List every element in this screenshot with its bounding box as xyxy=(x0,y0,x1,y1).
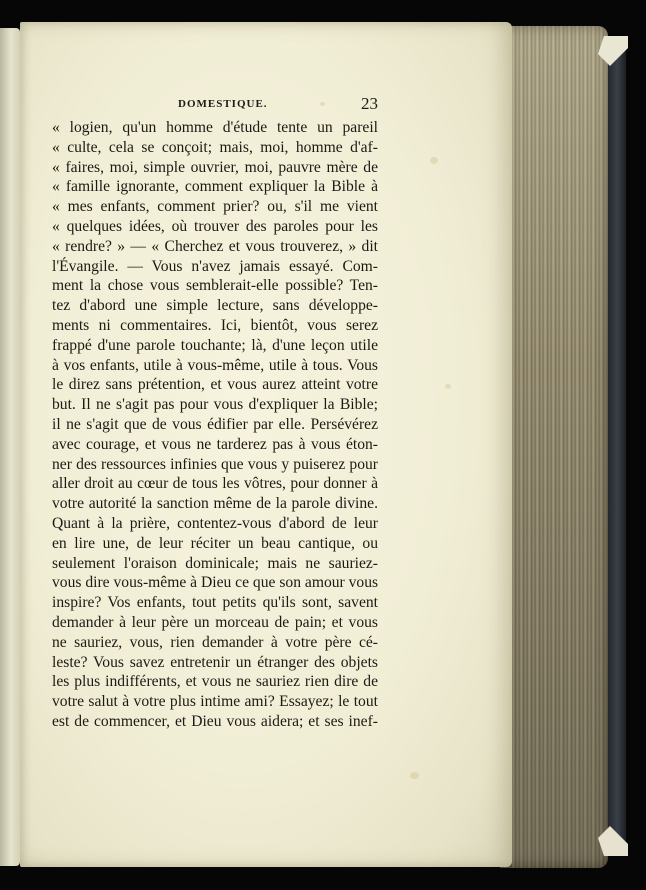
page-block-edges xyxy=(500,26,608,868)
text-line: « rendre? » — « Cherchez et vous trouverez, » dit xyxy=(52,237,378,255)
text-line: il ne s'agit que de vous édifier par elle. Persévérez xyxy=(52,415,378,433)
text-line: en lire une, de leur réciter un beau cantique, ou xyxy=(52,534,378,552)
text-line: « mes enfants, comment prier? ou, s'il me vient xyxy=(52,198,378,216)
text-line: « culte, cela se conçoit; mais, moi, homme d'af- xyxy=(52,138,378,156)
text-line: inspire? Vos enfants, tout petits qu'ils sont, savent xyxy=(52,594,378,612)
text-line: aller droit au cœur de tous les vôtres, pour donner à xyxy=(52,475,378,493)
text-line: ner des ressources infinies que vous y puiserez pour xyxy=(52,455,378,473)
text-line: votre salut à votre plus intime ami? Essayez; le tout xyxy=(52,693,378,711)
running-head: DOMESTIQUE. xyxy=(178,98,268,110)
text-line: l'Évangile. — Vous n'avez jamais essayé. Com- xyxy=(52,257,378,275)
text-line: ments ni commentaires. Ici, bientôt, vous serez xyxy=(52,316,378,334)
page-header xyxy=(52,94,378,116)
text-line: votre autorité la sanction même de la parole divine. xyxy=(52,495,378,513)
text-line: demander à leur père un morceau de pain; et vous xyxy=(52,613,378,631)
text-line: le direz sans prétention, et vous aurez atteint votre xyxy=(52,376,378,394)
text-line: frappé d'une parole touchante; là, d'une leçon utile xyxy=(52,336,378,354)
text-line: est de commencer, et Dieu vous aidera; et ses inef- xyxy=(52,712,378,730)
text-line: seulement l'oraison dominicale; mais ne sauriez- xyxy=(52,554,378,572)
body-text xyxy=(52,118,378,732)
page-number: 23 xyxy=(361,94,378,113)
text-line: tez d'abord une simple lecture, sans développe- xyxy=(52,297,378,315)
text-line: but. Il ne s'agit pas pour vous d'expliquer la Bible; xyxy=(52,396,378,414)
text-line: « famille ignorante, comment expliquer la Bible à xyxy=(52,178,378,196)
text-line: vous dire vous-même à Dieu ce que son amour vous xyxy=(52,574,378,592)
text-line: ment la chose vous semblerait-elle possible? Ten- xyxy=(52,277,378,295)
text-line: « quelques idées, où trouver des paroles pour les xyxy=(52,217,378,235)
text-line: les plus indifférents, et vous ne sauriez rien dire de xyxy=(52,673,378,691)
text-line: Quant à la prière, contentez-vous d'abord de leur xyxy=(52,514,378,532)
foxing-spot xyxy=(410,772,419,779)
text-line: avec courage, et vous ne tarderez pas à vous éton- xyxy=(52,435,378,453)
text-line: « faires, moi, simple ouvrier, moi, pauvre mère de xyxy=(52,158,378,176)
text-line: « logien, qu'un homme d'étude tente un pareil xyxy=(52,119,378,136)
text-line: ne sauriez, vous, rien demander à votre père cé- xyxy=(52,633,378,651)
foxing-spot xyxy=(430,157,438,164)
text-line: leste? Vous savez entretenir un étranger des objets xyxy=(52,653,378,671)
text-line: à vos enfants, utile à vous-même, utile à tous. Vous xyxy=(52,356,378,374)
foxing-spot xyxy=(445,384,451,389)
left-page-edge xyxy=(0,28,20,866)
